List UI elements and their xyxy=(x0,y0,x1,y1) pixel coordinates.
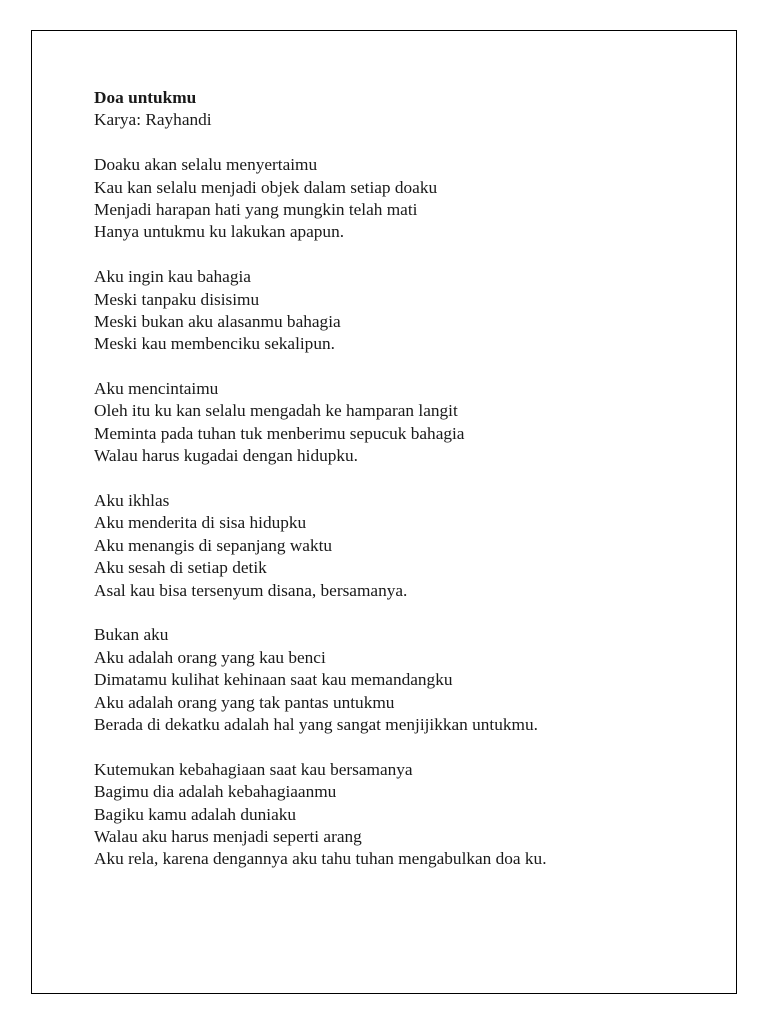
poem-line: Bagimu dia adalah kebahagiaanmu xyxy=(94,782,337,802)
poem-line: Aku ingin kau bahagia xyxy=(94,267,251,287)
poem-line: Hanya untukmu ku lakukan apapun. xyxy=(94,222,345,242)
poem-line: Aku mencintaimu xyxy=(94,379,219,399)
poem-title: Doa untukmu xyxy=(94,88,197,107)
poem-stanza xyxy=(94,378,714,468)
poem-stanza xyxy=(94,759,714,871)
poem-stanza xyxy=(94,624,714,736)
poem-line: Bagiku kamu adalah duniaku xyxy=(94,804,297,824)
poem-body xyxy=(94,87,714,871)
poem-line: Aku menderita di sisa hidupku xyxy=(94,513,307,533)
poem-line: Bukan aku xyxy=(94,625,169,645)
poem-line: Berada di dekatku adalah hal yang sangat menjijikkan untukmu. xyxy=(94,714,538,734)
document-page xyxy=(31,30,737,994)
poem-line: Meski bukan aku alasanmu bahagia xyxy=(94,311,341,331)
poem-line: Asal kau bisa tersenyum disana, bersamanya. xyxy=(94,580,408,600)
poem-line: Aku adalah orang yang tak pantas untukmu xyxy=(94,692,395,712)
poem-line: Kau kan selalu menjadi objek dalam setiap doaku xyxy=(94,177,438,197)
poem-line: Meminta pada tuhan tuk menberimu sepucuk bahagia xyxy=(94,423,465,443)
poem-line: Aku rela, karena dengannya aku tahu tuhan mengabulkan doa ku. xyxy=(94,849,547,869)
poem-line: Oleh itu ku kan selalu mengadah ke hamparan langit xyxy=(94,401,458,421)
poem-line: Dimatamu kulihat kehinaan saat kau memandangku xyxy=(94,670,453,690)
poem-line: Menjadi harapan hati yang mungkin telah mati xyxy=(94,199,418,219)
poem-line: Aku menangis di sepanjang waktu xyxy=(94,535,333,555)
poem-stanzas xyxy=(94,154,714,871)
poem-line: Kutemukan kebahagiaan saat kau bersamanya xyxy=(94,759,413,779)
poem-stanza xyxy=(94,154,714,244)
poem-line: Walau aku harus menjadi seperti arang xyxy=(94,826,362,846)
poem-stanza xyxy=(94,266,714,356)
poem-line: Aku adalah orang yang kau benci xyxy=(94,647,326,667)
poem-line: Aku sesah di setiap detik xyxy=(94,558,267,578)
poem-line: Aku ikhlas xyxy=(94,491,170,511)
poem-line: Meski tanpaku disisimu xyxy=(94,289,260,309)
poem-line: Meski kau membenciku sekalipun. xyxy=(94,334,335,354)
poem-author: Karya: Rayhandi xyxy=(94,110,212,130)
poem-stanza xyxy=(94,490,714,602)
poem-line: Walau harus kugadai dengan hidupku. xyxy=(94,446,358,466)
poem-line: Doaku akan selalu menyertaimu xyxy=(94,155,318,175)
